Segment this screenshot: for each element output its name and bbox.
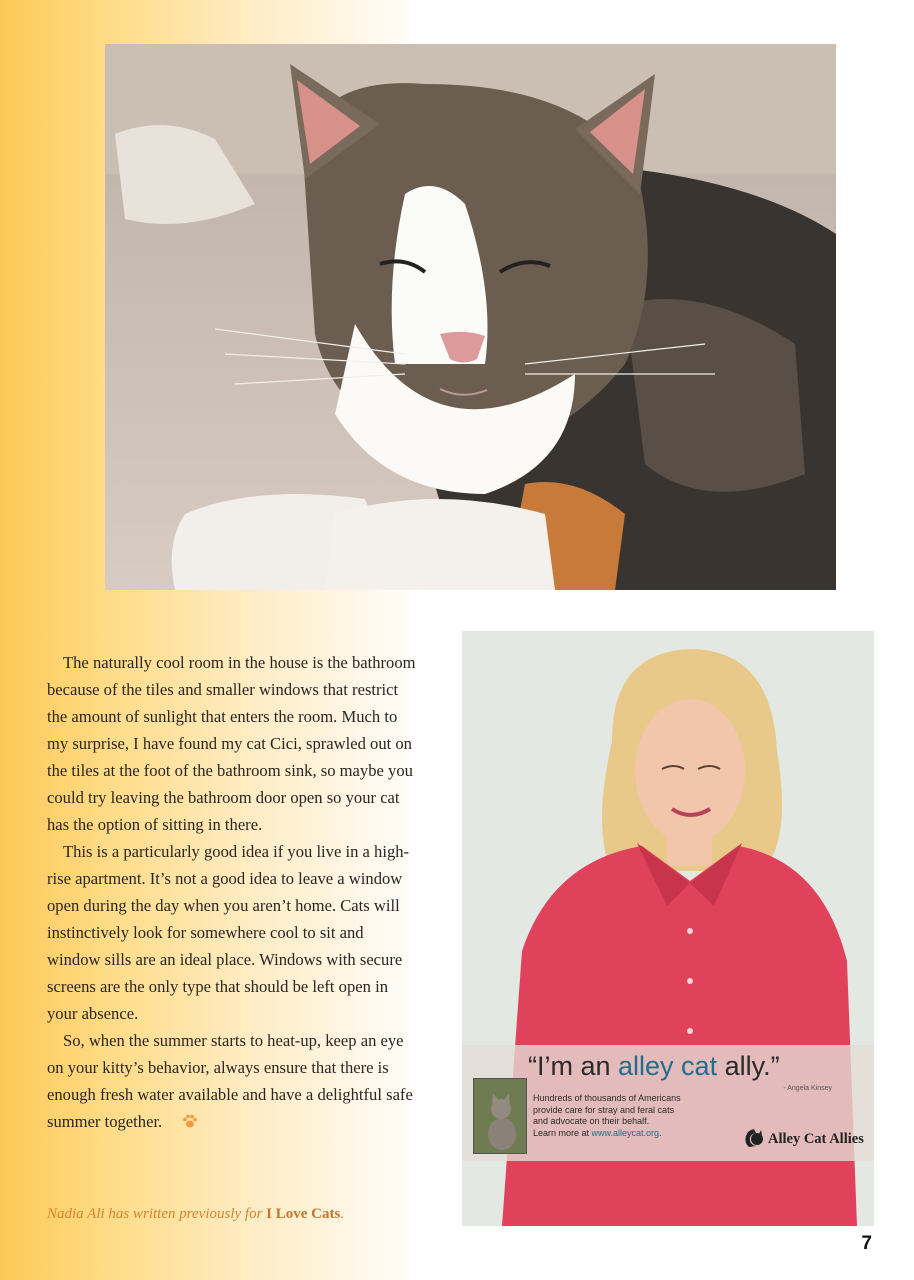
byline-text: Nadia Ali has written previously for	[47, 1206, 263, 1222]
ad-quote-close: ally.”	[717, 1051, 780, 1081]
article-paragraph-3	[47, 1027, 419, 1137]
ad-body-text	[533, 1093, 743, 1139]
ad-body-line-4-prefix: Learn more at	[533, 1127, 592, 1138]
ad-body-line-4-suffix: .	[659, 1127, 662, 1138]
ad-logo-text: Alley Cat Allies	[768, 1130, 864, 1147]
article-paragraph-3-text: So, when the summer starts to heat-up, keep an eye on your kitty’s behavior, always ensure that there is enough fresh water available and have a delightful safe summer together.	[47, 1031, 413, 1131]
paw-print-icon	[166, 1110, 198, 1137]
ad-cat-thumbnail	[473, 1078, 527, 1154]
article-body	[47, 649, 419, 1137]
alley-cat-allies-ad	[462, 631, 874, 1226]
article-paragraph-2: This is a particularly good idea if you live in a high-rise apartment. It’s not a good idea to leave a window open during the day when you aren’t home. Cats will instinctively look for somewhere cool to sit and window sills are an ideal place. Windows with secure screens are the only type that should be left open in your absence.	[47, 842, 410, 1023]
alley-cat-allies-logo	[743, 1125, 864, 1153]
byline-publication: I Love Cats	[266, 1206, 341, 1222]
ad-body-line-2: provide care for stray and feral cats	[533, 1104, 675, 1115]
author-byline	[47, 1206, 419, 1223]
ad-quote	[528, 1051, 780, 1082]
ad-credit: - Angela Kinsey	[783, 1085, 832, 1092]
ad-body-line-4	[533, 1128, 743, 1140]
cat-silhouette-icon	[743, 1125, 765, 1154]
calico-cat-photo	[105, 44, 836, 590]
article-paragraph-1: The naturally cool room in the house is the bathroom because of the tiles and smaller windows that restrict the amount of sunlight that enters the room. Much to my surprise, I have found my cat Cici, sprawled out on the tiles at the foot of the bathroom sink, so maybe you could try leaving the bathroom door open so your cat has the option of sitting in there.	[47, 653, 416, 834]
ad-website-link[interactable]: www.alleycat.org	[591, 1127, 660, 1138]
ad-body-line-3: and advocate on their behalf.	[533, 1116, 650, 1126]
byline-end: .	[340, 1206, 345, 1222]
ad-quote-highlight: alley cat	[618, 1051, 718, 1081]
ad-quote-open: “I’m an	[528, 1051, 619, 1081]
page-number: 7	[861, 1233, 872, 1254]
ad-banner	[462, 1045, 874, 1161]
ad-body-line-1: Hundreds of thousands of Americans	[533, 1093, 681, 1103]
